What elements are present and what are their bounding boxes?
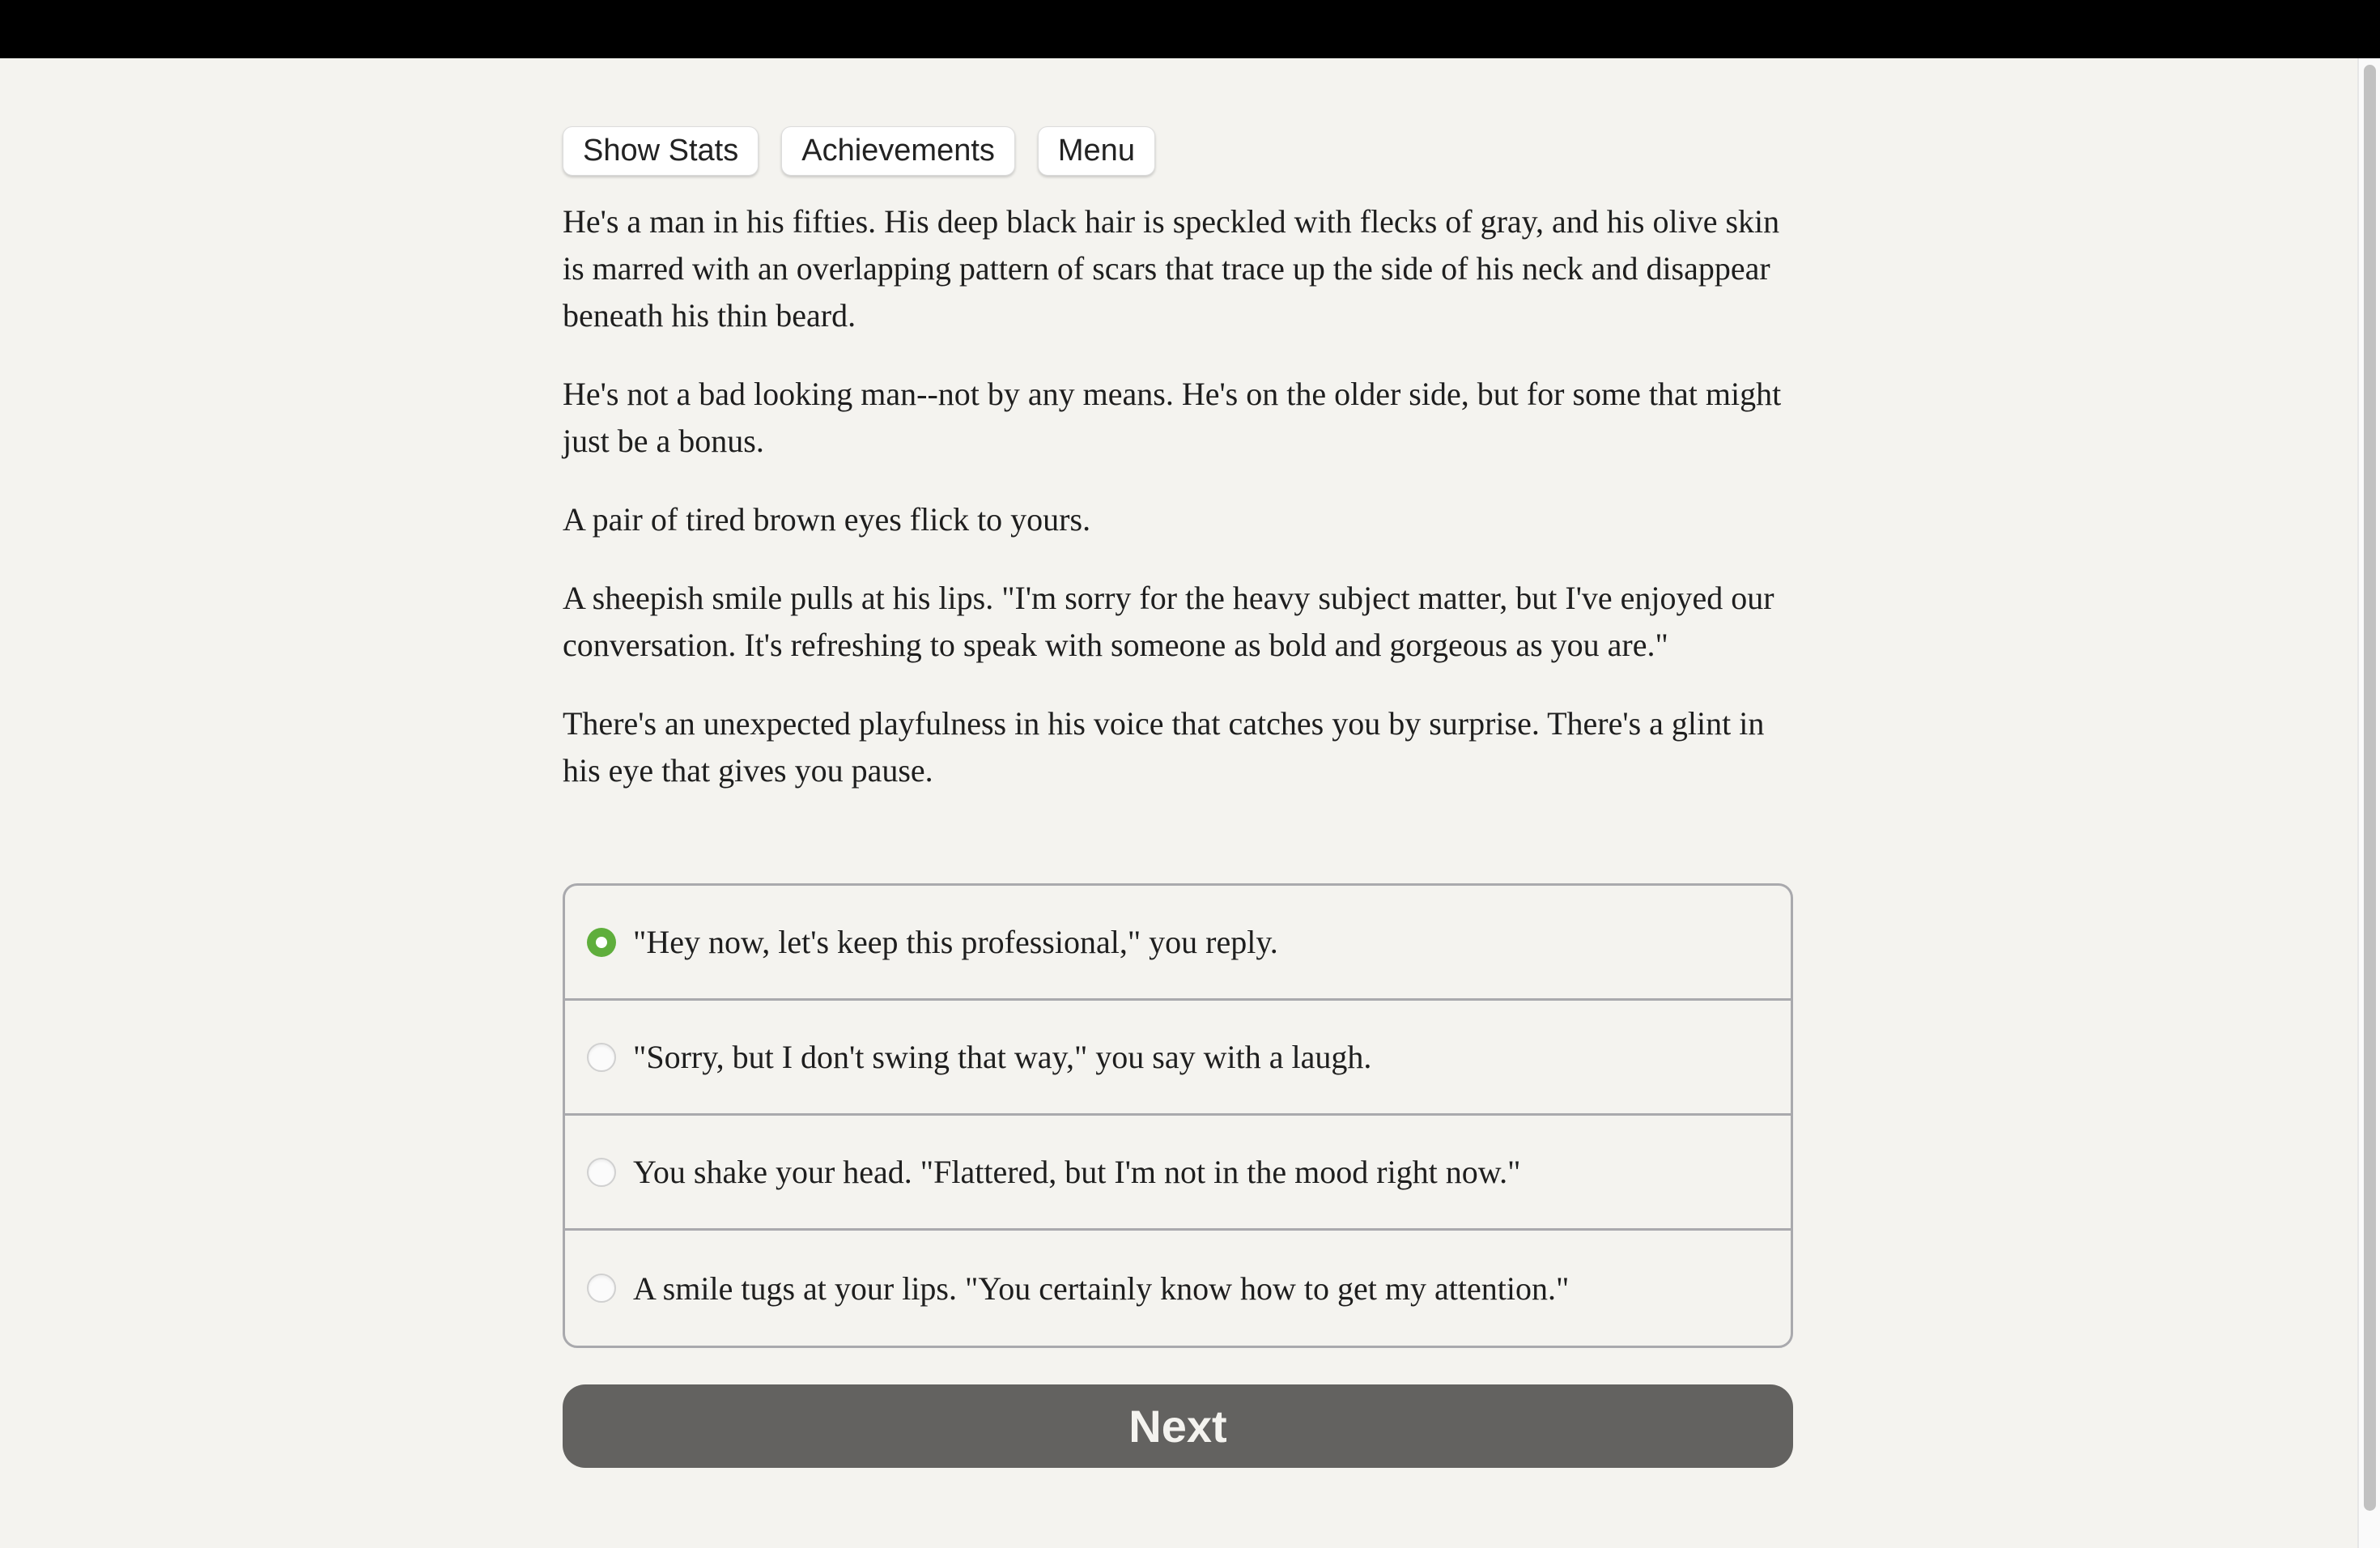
vertical-scrollbar[interactable] bbox=[2357, 58, 2380, 1548]
radio-unselected-icon[interactable] bbox=[587, 1274, 616, 1303]
achievements-button[interactable]: Achievements bbox=[781, 126, 1015, 176]
story-text bbox=[563, 198, 1793, 794]
top-toolbar bbox=[563, 126, 1793, 176]
story-paragraph: He's a man in his fifties. His deep black hair is speckled with flecks of gray, and his olive skin is marred with an overlapping pattern of scars that trace up the side of his neck and disappear beneath his thin beard. bbox=[563, 203, 1780, 334]
radio-unselected-icon[interactable] bbox=[587, 1158, 616, 1187]
story-paragraph: There's an unexpected playfulness in his voice that catches you by surprise. There's a glint in his eye that gives you pause. bbox=[563, 705, 1765, 789]
game-page bbox=[0, 58, 2357, 1548]
show-stats-button[interactable]: Show Stats bbox=[563, 126, 759, 176]
content-column bbox=[563, 126, 1793, 1452]
story-paragraph: He's not a bad looking man--not by any means. He's on the older side, but for some that might just be a bonus. bbox=[563, 376, 1782, 459]
next-button[interactable]: Next bbox=[563, 1384, 1793, 1468]
story-paragraph: A sheepish smile pulls at his lips. "I'm sorry for the heavy subject matter, but I've enjoyed our conversation. It's refreshing to speak with someone as bold and gorgeous as you are." bbox=[563, 580, 1774, 663]
choice-label: A smile tugs at your lips. "You certainly know how to get my attention." bbox=[633, 1269, 1570, 1307]
choice-label: You shake your head. "Flattered, but I'm not in the mood right now." bbox=[633, 1154, 1521, 1190]
scrollbar-thumb[interactable] bbox=[2364, 65, 2376, 1511]
menu-button[interactable]: Menu bbox=[1038, 126, 1155, 176]
browser-top-bar bbox=[0, 0, 2380, 58]
choice-option[interactable] bbox=[565, 1116, 1791, 1231]
choice-option[interactable] bbox=[565, 1231, 1791, 1346]
choice-option[interactable] bbox=[565, 886, 1791, 1001]
choice-list bbox=[563, 883, 1793, 1348]
choice-label: "Hey now, let's keep this professional," you reply. bbox=[633, 924, 1278, 960]
radio-unselected-icon[interactable] bbox=[587, 1043, 616, 1072]
radio-selected-icon[interactable] bbox=[587, 928, 616, 957]
story-paragraph: A pair of tired brown eyes flick to yours. bbox=[563, 501, 1091, 538]
choice-label: "Sorry, but I don't swing that way," you say with a laugh. bbox=[633, 1039, 1372, 1075]
choice-option[interactable] bbox=[565, 1001, 1791, 1116]
